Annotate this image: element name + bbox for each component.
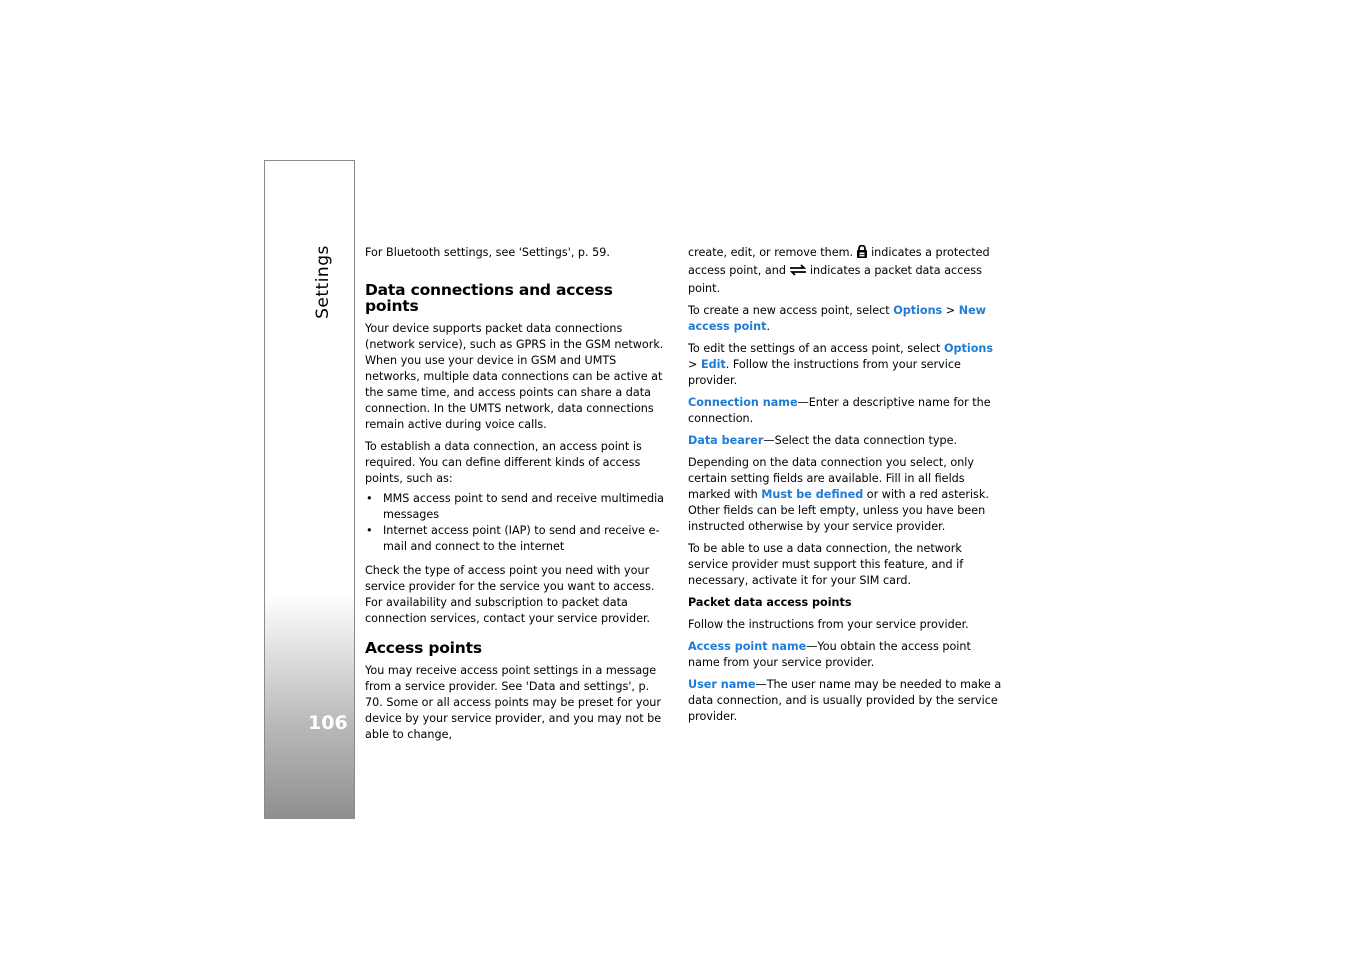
paragraph [688,455,1004,535]
page-number: 106 [308,712,348,734]
text-run: indicates a packet data access point. [688,264,982,295]
text-run: —You obtain the access point name from your service provider. [688,640,971,669]
text-run: > [945,304,956,317]
text-run: To create a new access point, select [688,304,890,317]
left-column [365,245,670,749]
text-run: . [766,320,771,333]
paragraph: To be able to use a data connection, the network service provider must support this feature, and if necessary, activate it for your SIM card. [688,542,964,587]
text-run: —Select the data connection type. [763,434,958,447]
paragraph [688,303,1004,335]
term-connection-name: Connection name [688,396,798,409]
packet-data-arrows-icon [789,264,807,281]
section-label: Settings [313,245,333,319]
paragraph [688,341,1004,389]
text-run: or with a red asterisk. Other fields can be left empty, unless you have been instructed otherwise by your service provider. [688,488,989,533]
paragraph [688,677,1004,725]
text-run: To edit the settings of an access point, select [688,342,941,355]
paragraph [688,639,1004,671]
paragraph [688,245,1004,297]
text-run: . Follow the instructions from your service provider. [688,358,961,387]
paragraph: You may receive access point settings in a message from a service provider. See 'Data and settings', p. 70. Some or all access points may be preset for your device by your service provider, and you may not be able to change, [365,664,662,741]
paragraph: Follow the instructions from your service provider. [688,618,969,631]
menu-new-access-point: New access point [688,304,987,333]
paragraph: Check the type of access point you need with your service provider for the service you want to access. For availability and subscription to packet data connection services, contact your service provider. [365,564,655,625]
paragraph: Your device supports packet data connections (network service), such as GPRS in the GSM network. When you use your device in GSM and UMTS networks, multiple data connections can be active at the same time, and access points can share a data connection. In the UMTS network, data connections remain active during voice calls. [365,322,664,431]
heading-data-connections: Data connections and access points [365,281,613,315]
text-run: —Enter a descriptive name for the connection. [688,396,991,425]
list-item: • Internet access point (IAP) to send and receive e-mail and connect to the internet [365,523,670,555]
term-data-bearer: Data bearer [688,434,764,447]
paragraph [688,433,1004,449]
text-run: —The user name may be needed to make a data connection, and is usually provided by the service provider. [688,678,1002,723]
subheading-packet-data: Packet data access points [688,596,852,609]
list-item: • MMS access point to send and receive multimedia messages [365,491,670,523]
text-run: > [688,358,698,371]
heading-access-points: Access points [365,639,482,657]
text-run: create, edit, or remove them. [688,246,854,259]
menu-options: Options [893,304,943,317]
term-user-name: User name [688,678,756,691]
lock-icon [856,245,868,263]
text-run: indicates a protected access point, and [688,246,990,277]
paragraph [688,395,1004,427]
term-must-be-defined: Must be defined [761,488,864,501]
term-access-point-name: Access point name [688,640,807,653]
paragraph: To establish a data connection, an access point is required. You can define different kinds of access points, such as: [365,440,642,485]
right-column [688,245,1004,731]
access-point-types-list [365,491,670,555]
intro-paragraph: For Bluetooth settings, see 'Settings', p. 59. [365,246,610,259]
menu-edit: Edit [700,358,726,371]
text-run: Depending on the data connection you select, only certain setting fields are available. Fill in all fields marked with [688,456,975,501]
menu-options: Options [944,342,994,355]
